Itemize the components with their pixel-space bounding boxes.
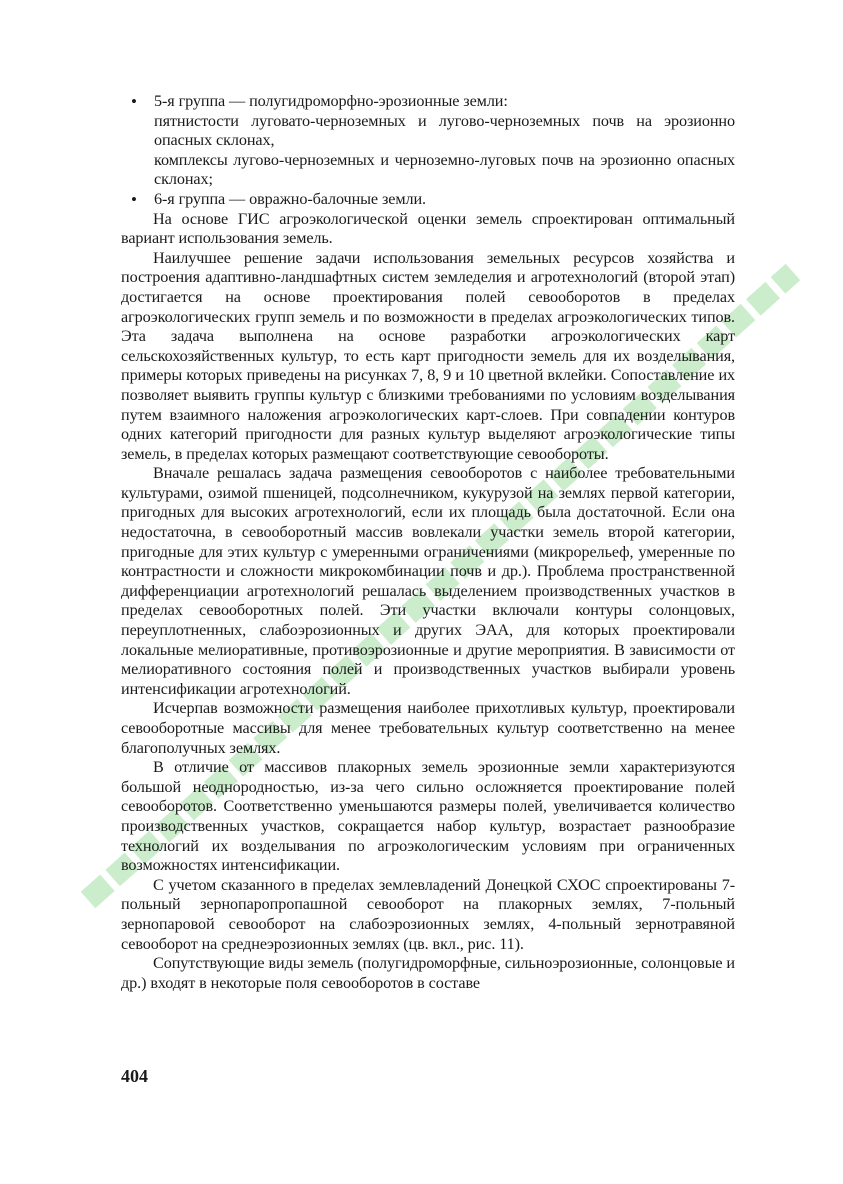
bullet-group-5-subitem-1: пятнистости луговато-черноземных и лугово-черноземных почв на эрозионно опасных склонах, bbox=[154, 111, 735, 150]
paragraph-7: Сопутствующие виды земель (полугидроморфные, сильноэрозионные, солонцовые и др.) входят в некоторые поля севооборотов в составе bbox=[121, 954, 735, 992]
body-text bbox=[121, 92, 735, 993]
paragraph-5: В отличие от массивов плакорных земель эрозионные земли характеризуются большой неоднородностью, из-за чего сильно осложняется проектирование полей севооборотов. Соответственно уменьшаются размеры полей, увеличивается количество производственных участков, сокращается набор культур, возрастает разнообразие технологий их возделывания по агроэкологическим условиям при ограниченных возможностях интенсификации. bbox=[121, 758, 735, 875]
bullet-group-5: • 5-я группа — полугидроморфно-эрозионные земли: bbox=[121, 92, 735, 112]
paragraph-6: С учетом сказанного в пределах землевладений Донецкой СХОС спроектированы 7-польный зернопаропропашной севооборот на плакорных землях, 7-польный зернопаровой севооборот на слабоэрозионных землях, 4-польный зернотравяной севооборот на среднеэрозионных землях (цв. вкл., рис. 11). bbox=[121, 875, 735, 953]
page-number: 404 bbox=[121, 1066, 148, 1086]
paragraph-3: Вначале решалась задача размещения севооборотов с наиболее требовательными культурами, озимой пшеницей, подсолнечником, кукурузой на землях первой категории, пригодных для высоких агротехнологий, если их площадь была достаточной. Если она недостаточна, в севооборотный массив вовлекали участки земель второй категории, пригодные для этих культур с умеренными ограничениями (микрорельеф, умеренные по контрастности и сложности микрокомбинации почв и др.). Проблема пространственной дифференциации агротехнологий решалась выделением производственных участков в пределах севооборотных полей. Эти участки включали контуры солонцовых, переуплотненных, слабоэрозионных и других ЭАА, для которых проектировали локальные мелиоративные, противоэрозионные и другие мероприятия. В зависимости от мелиоративного состояния полей и производственных участков выбирали уровень интенсификации агротехнологий. bbox=[121, 464, 735, 698]
bullet-group-5-subitem-2: комплексы лугово-черноземных и черноземно-луговых почв на эрозионно опасных склонах; bbox=[154, 150, 735, 189]
paragraph-1: На основе ГИС агроэкологической оценки земель спроектирован оптимальный вариант использования земель. bbox=[121, 209, 735, 248]
bullet-group-5-subitems bbox=[121, 112, 735, 190]
paragraph-2: Наилучшее решение задачи использования земельных ресурсов хозяйства и построения адаптивно-ландшафтных систем земледелия и агротехнологий (второй этап) достигается на основе проектирования полей севооборотов в пределах агроэкологических групп земель и по возможности в пределах агроэкологических типов. Эта задача выполнена на основе разработки агроэкологических карт сельскохозяйственных культур, то есть карт пригодности земель для их возделывания, примеры которых приведены на рисунках 7, 8, 9 и 10 цветной вклейки. Сопоставление их позволяет выявить группы культур с близкими требованиями по условиям возделывания путем взаимного наложения агроэкологических карт-слоев. При совпадении контуров одних категорий пригодности для разных культур выделяют агроэкологические типы земель, в пределах которых размещают соответствующие севообороты. bbox=[121, 248, 735, 463]
paragraph-4: Исчерпав возможности размещения наиболее прихотливых культур, проектировали севооборотные массивы для менее требовательных культур соответственно на менее благополучных землях. bbox=[121, 699, 735, 757]
bullet-group-6: • 6-я группа — овражно-балочные земли. bbox=[121, 190, 735, 210]
